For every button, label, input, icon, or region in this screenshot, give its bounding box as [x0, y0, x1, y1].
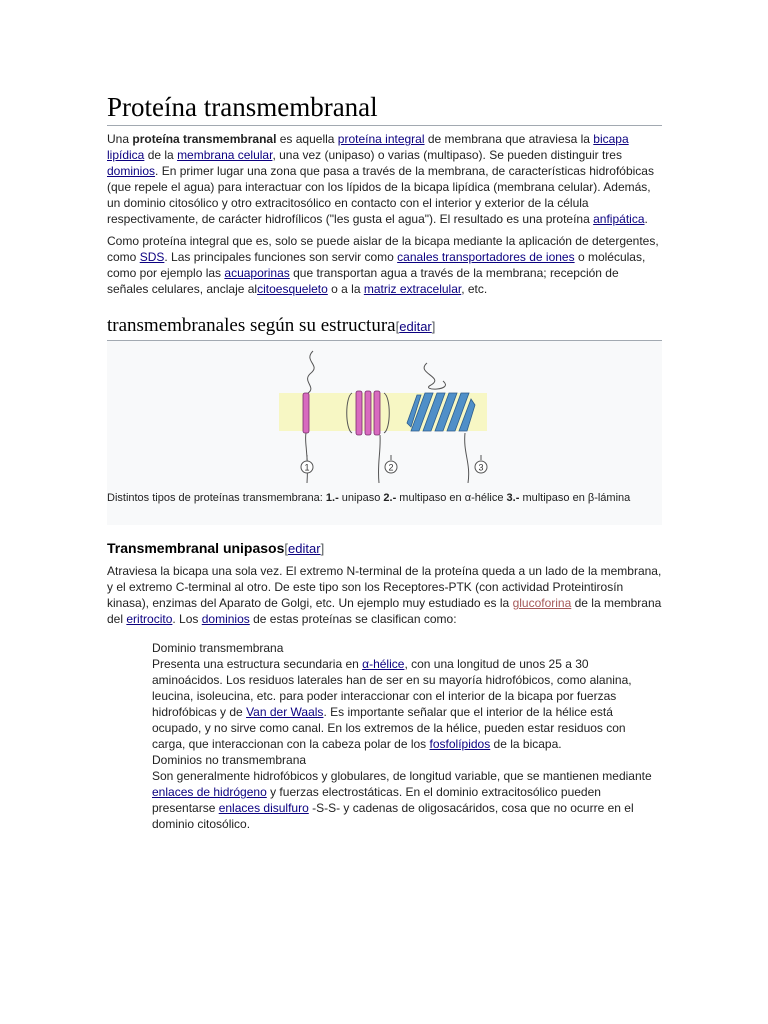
link-enlaces-disulfuro[interactable]: enlaces disulfuro [218, 801, 309, 815]
definition-dominio-transmembrana [152, 656, 662, 752]
text: o a la [327, 282, 364, 296]
bracket: ] [320, 541, 325, 556]
text: , una vez (unipaso) o varias (multipaso). Se pueden distinguir tres [272, 148, 622, 162]
section-heading-text: Transmembranal unipasos [107, 540, 285, 556]
text: de la membrana del [107, 596, 662, 626]
n-terminal-chain [308, 351, 315, 393]
text: . Los [172, 612, 202, 626]
edit-section [396, 319, 436, 334]
unipasos-paragraph [107, 563, 662, 627]
beta-loops [424, 363, 445, 389]
domain-definition-list [152, 640, 662, 832]
section-heading-unipasos [107, 539, 662, 558]
bold-term: proteína transmembranal [132, 132, 277, 146]
figure-caption [107, 488, 655, 509]
link-alfa-helice[interactable]: α-hélice [362, 657, 405, 671]
link-membrana-celular[interactable]: membrana celular [177, 148, 273, 162]
text: Como proteína integral que es, solo se puede aislar de la bicapa mediante la aplicación de detergentes, como [107, 234, 659, 264]
text: -S-S- y cadenas de oligosacáridos, cosa que no ocurre en el dominio citosólico. [152, 801, 634, 831]
marker-row [275, 455, 495, 481]
section-heading-text: transmembranales según su estructura [107, 315, 396, 336]
definition-dominios-no-transmembrana [152, 768, 662, 832]
text: Una [107, 132, 133, 146]
text: multipaso en α-hélice [396, 492, 507, 504]
link-enlaces-hidrogeno[interactable]: enlaces de hidrógeno [152, 785, 267, 799]
text: , etc. [461, 282, 488, 296]
intro-paragraph [107, 131, 662, 227]
bold-number: 3.- [506, 492, 520, 504]
link-anfipatica[interactable]: anfipática [593, 212, 645, 226]
text: que transportan agua a través de la membrana; recepción de señales celulares, anclaje al [107, 266, 619, 296]
functions-paragraph [107, 233, 662, 297]
page-title: Proteína transmembranal [107, 90, 662, 126]
bracket: ] [431, 319, 436, 334]
text: . En primer lugar una zona que pasa a través de la membrana, de características hidrofóbicas (que repele el agua) para interactuar con los lípidos de la bicapa lipídica (membrana celular). Además, un dominio citosólico y otro extracitosólico en contacto con el interior y exterior de la célula respectivamente, de carácter hidrofílicos ("les gusta el agua"). El resultado es una proteína [107, 164, 654, 226]
section-heading-estructura [107, 314, 662, 341]
edit-link[interactable]: editar [288, 541, 321, 556]
link-canales-transportadores[interactable]: canales transportadores de iones [397, 250, 575, 264]
link-fosfolipidos[interactable]: fosfolípidos [429, 737, 491, 751]
text: de membrana que atraviesa la [424, 132, 594, 146]
text: unipaso [338, 492, 384, 504]
link-bicapa-lipidica[interactable]: bicapa lipídica [107, 132, 629, 162]
text: Atraviesa la bicapa una sola vez. El extremo N-terminal de la proteína queda a un lado de la membrana, y el extremo C-terminal al otro. De este tipo son los Receptores-PTK (con actividad Proteintirosín kinasa), enzimas del Aparato de Golgi, etc. Un ejemplo muy estudiado es la [107, 564, 662, 610]
marker-label-2: 2 [388, 462, 394, 473]
helix-multipass-2 [365, 391, 371, 435]
link-sds[interactable]: SDS [139, 250, 165, 264]
helix-multipass-3 [374, 391, 380, 435]
text: . Las principales funciones son servir como [164, 250, 398, 264]
term-dominios-no-transmembrana: Dominios no transmembrana [152, 753, 307, 767]
link-acuaporinas[interactable]: acuaporinas [224, 266, 290, 280]
text: o moléculas, como por ejemplo las [107, 250, 646, 280]
helix-multipass-1 [356, 391, 362, 435]
link-dominios[interactable]: dominios [201, 612, 250, 626]
text: de la [144, 148, 178, 162]
figure-protein-types [107, 341, 662, 525]
link-citoesqueleto[interactable]: citoesqueleto [257, 282, 328, 296]
text: de estas proteínas se clasifican como: [249, 612, 457, 626]
link-proteina-integral[interactable]: proteína integral [337, 132, 425, 146]
text: . Es importante señalar que el interior de la hélice está ocupado, y no sirve como canal. En los extremos de la hélice, pueden estar residuos con carga, que interaccionan con la cabeza polar de los [152, 705, 626, 751]
text: de la bicapa. [490, 737, 562, 751]
text: Distintos tipos de proteínas transmembrana: [107, 492, 326, 504]
marker-label-1: 1 [304, 462, 310, 473]
text: multipaso en β-lámina [519, 492, 631, 504]
bold-number: 2.- [383, 492, 397, 504]
link-dominios[interactable]: dominios [107, 164, 156, 178]
term-dominio-transmembrana: Dominio transmembrana [152, 641, 284, 655]
text: , con una longitud de unos 25 a 30 aminoácidos. Los residuos laterales han de ser en su mayoría hidrofóbicos, como alanina, leucina, isoleucina, etc. para poder interaccionar con el interior de la bicapa por fuerzas hidrofóbicas y de [152, 657, 632, 719]
text: Presenta una estructura secundaria en [152, 657, 363, 671]
link-matriz-extracelular[interactable]: matriz extracelular [363, 282, 462, 296]
link-van-der-waals[interactable]: Van der Waals [246, 705, 324, 719]
marker-label-3: 3 [478, 462, 484, 473]
bold-number: 1.- [325, 492, 339, 504]
text: Son generalmente hidrofóbicos y globulares, de longitud variable, que se mantienen mediante [152, 769, 652, 783]
article [107, 90, 662, 832]
helix-unipass [303, 393, 309, 433]
bracket: [ [395, 319, 400, 334]
text: y fuerzas electrostáticas. En el dominio extracitosólico pueden presentarse [152, 785, 601, 815]
link-glucoforina[interactable]: glucoforina [512, 596, 572, 610]
text: . [644, 212, 648, 226]
edit-link[interactable]: editar [399, 319, 432, 334]
edit-section [284, 541, 324, 556]
link-eritrocito[interactable]: eritrocito [126, 612, 173, 626]
bracket: [ [284, 541, 289, 556]
text: es aquella [276, 132, 338, 146]
